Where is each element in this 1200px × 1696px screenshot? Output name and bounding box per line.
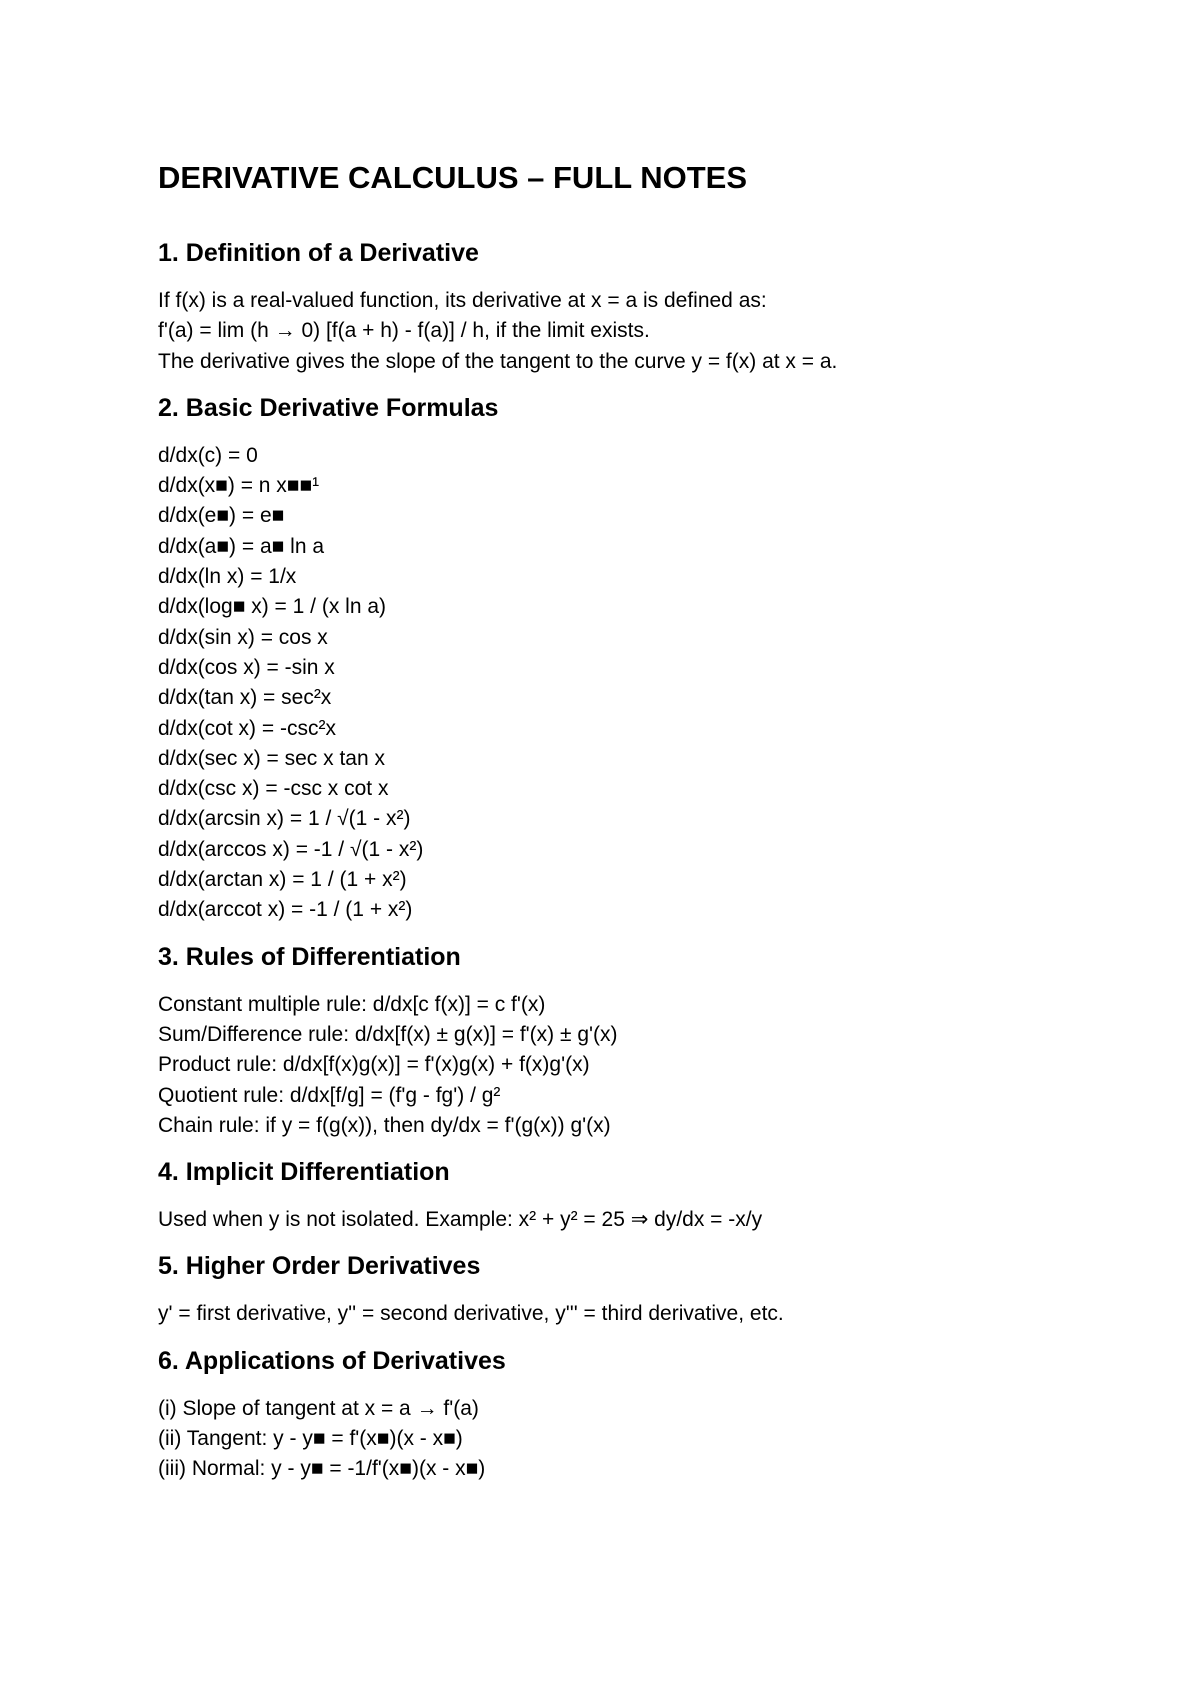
- formula-line: d/dx(e■) = e■: [158, 504, 285, 528]
- text-line: The derivative gives the slope of the tangent to the curve y = f(x) at x = a.: [158, 349, 838, 373]
- rule-line: Chain rule: if y = f(g(x)), then dy/dx = f'(g(x)) g'(x): [158, 1113, 611, 1137]
- section-heading-higher-order: 5. Higher Order Derivatives: [158, 1252, 481, 1281]
- formula-line: d/dx(tan x) = sec²x: [158, 686, 332, 710]
- section-body-implicit: [158, 1205, 1138, 1235]
- formula-line: d/dx(a■) = a■ ln a: [158, 534, 325, 558]
- rule-line: Constant multiple rule: d/dx[c f(x)] = c f'(x): [158, 992, 546, 1016]
- text-line: (iii) Normal: y - y■ = -1/f'(x■)(x - x■): [158, 1457, 486, 1481]
- section-heading-rules: 3. Rules of Differentiation: [158, 942, 461, 971]
- text-line: y' = first derivative, y'' = second derivative, y''' = third derivative, etc.: [158, 1302, 784, 1326]
- formula-line: d/dx(csc x) = -csc x cot x: [158, 777, 389, 801]
- formula-line: d/dx(x■) = n x■■¹: [158, 474, 320, 498]
- text-line: f'(a) = lim (h → 0) [f(a + h) - f(a)] / h, if the limit exists.: [158, 319, 650, 343]
- section-heading-implicit: 4. Implicit Differentiation: [158, 1158, 450, 1187]
- formula-line: d/dx(sec x) = sec x tan x: [158, 746, 386, 770]
- formula-line: d/dx(arccos x) = -1 / √(1 - x²): [158, 837, 424, 861]
- section-heading-applications: 6. Applications of Derivatives: [158, 1346, 506, 1375]
- formula-line: d/dx(arccot x) = -1 / (1 + x²): [158, 898, 413, 922]
- section-heading-basic-formulas: 2. Basic Derivative Formulas: [158, 393, 499, 422]
- formula-line: d/dx(arctan x) = 1 / (1 + x²): [158, 868, 407, 892]
- rule-line: Quotient rule: d/dx[f/g] = (f'g - fg') / g²: [158, 1083, 501, 1107]
- document-title: DERIVATIVE CALCULUS – FULL NOTES: [158, 160, 748, 195]
- text-line: Used when y is not isolated. Example: x² + y² = 25 ⇒ dy/dx = -x/y: [158, 1208, 763, 1232]
- section-body-rules: [158, 990, 1138, 1141]
- section-body-basic-formulas: [158, 441, 1138, 926]
- formula-line: d/dx(cot x) = -csc²x: [158, 716, 336, 740]
- rule-line: Sum/Difference rule: d/dx[f(x) ± g(x)] = f'(x) ± g'(x): [158, 1022, 618, 1046]
- section-body-applications: [158, 1394, 1138, 1485]
- formula-line: d/dx(ln x) = 1/x: [158, 565, 297, 589]
- section-heading-definition: 1. Definition of a Derivative: [158, 239, 479, 267]
- text-line: (ii) Tangent: y - y■ = f'(x■)(x - x■): [158, 1427, 463, 1451]
- formula-line: d/dx(log■ x) = 1 / (x ln a): [158, 595, 387, 619]
- formula-line: d/dx(c) = 0: [158, 443, 258, 467]
- rule-line: Product rule: d/dx[f(x)g(x)] = f'(x)g(x) + f(x)g'(x): [158, 1053, 590, 1077]
- text-line: If f(x) is a real-valued function, its derivative at x = a is defined as:: [158, 289, 767, 312]
- document-page: [158, 158, 1138, 1485]
- formula-line: d/dx(cos x) = -sin x: [158, 655, 335, 679]
- section-body-higher-order: [158, 1299, 1138, 1329]
- formula-line: d/dx(sin x) = cos x: [158, 625, 328, 649]
- formula-line: d/dx(arcsin x) = 1 / √(1 - x²): [158, 807, 411, 831]
- section-body-definition: [158, 286, 1138, 377]
- text-line: (i) Slope of tangent at x = a → f'(a): [158, 1396, 479, 1420]
